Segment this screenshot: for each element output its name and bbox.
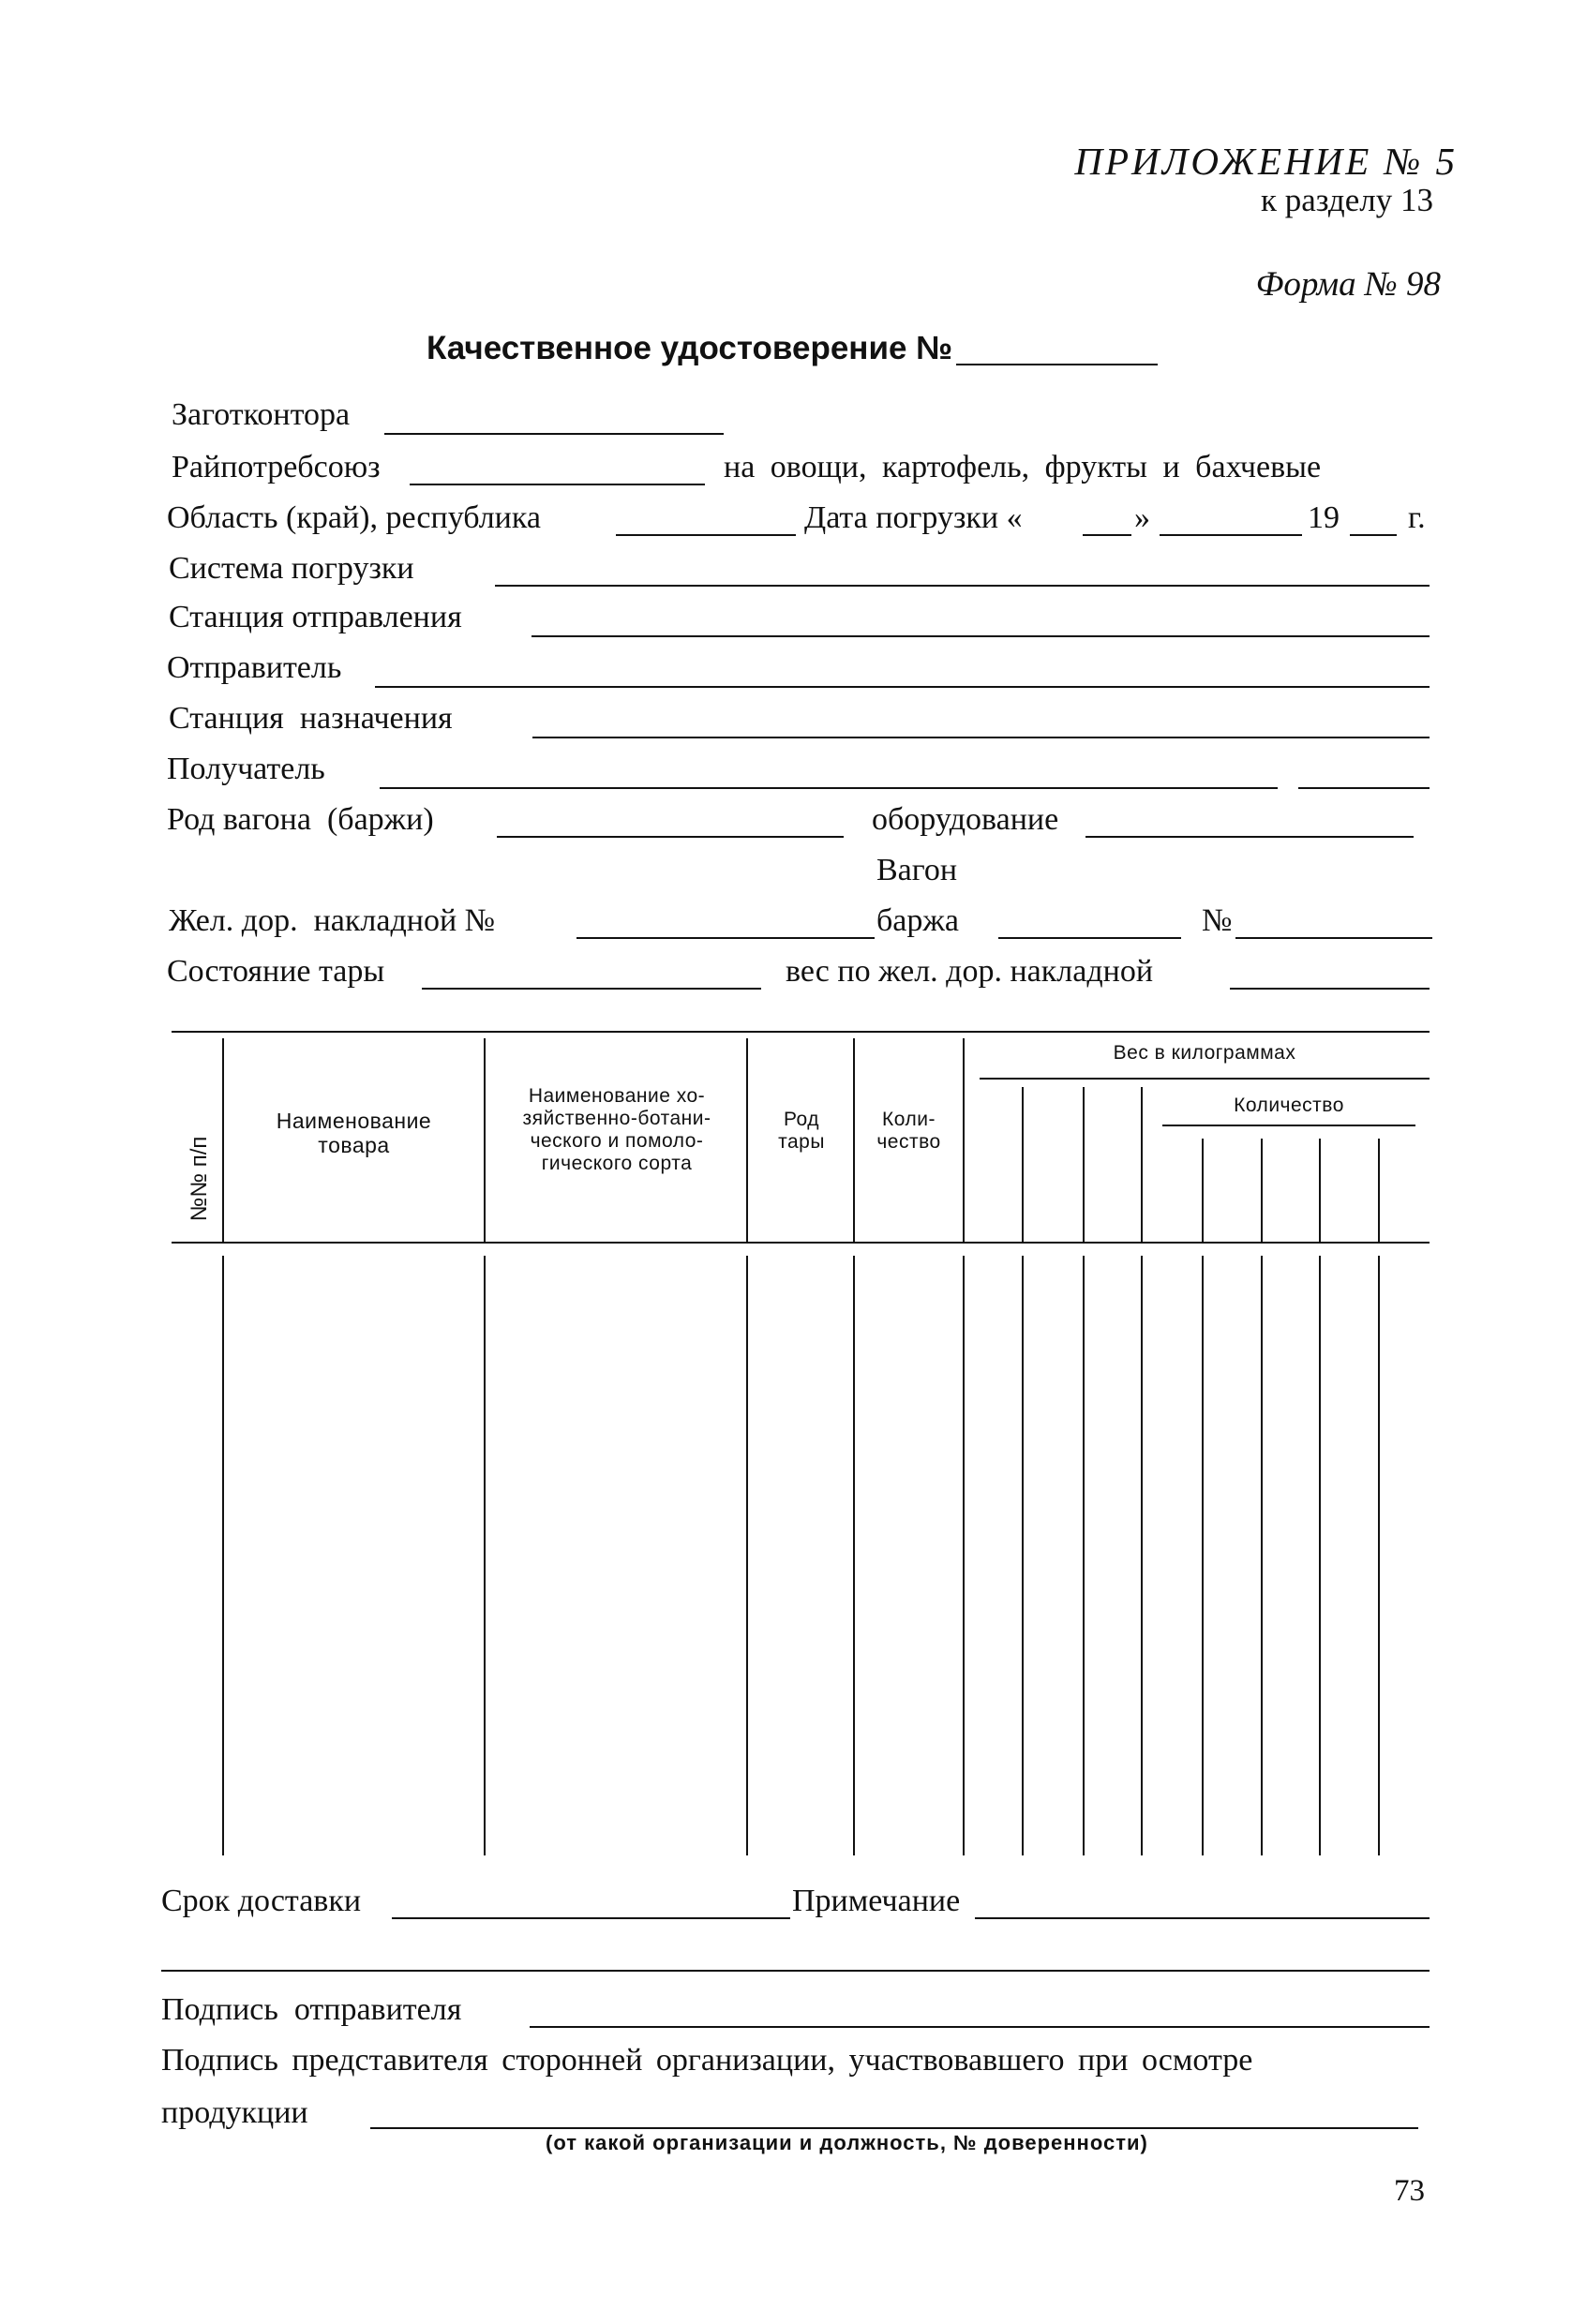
- sender-signature-label: Подпись отправителя: [161, 1992, 462, 2027]
- section-ref: к разделу 13: [1260, 182, 1433, 218]
- col-sort-header: [487, 1085, 746, 1175]
- loading-year-field[interactable]: [1350, 534, 1397, 536]
- col-sort-line: гического сорта: [541, 1153, 693, 1174]
- table-body-col: [1202, 1256, 1204, 1855]
- quantity-subcol: [1261, 1139, 1263, 1242]
- waybill-weight-label: вес по жел. дор. накладной: [786, 954, 1154, 989]
- col-qty-header: [855, 1109, 963, 1154]
- certificate-title: Качественное удостоверение №: [427, 330, 953, 366]
- procurement-office-field[interactable]: [384, 433, 724, 435]
- waybill-weight-field[interactable]: [1230, 988, 1430, 990]
- loading-system-label: Система погрузки: [169, 551, 414, 586]
- district-union-label: Райпотребсоюз: [172, 450, 381, 484]
- loading-date-label: Дата погрузки «: [804, 500, 1023, 535]
- loading-day-field[interactable]: [1083, 534, 1131, 536]
- delivery-term-label: Срок доставки: [161, 1884, 362, 1918]
- col-sort-line: зяйственно-ботани-: [522, 1108, 711, 1129]
- weight-header-line: [980, 1078, 1430, 1080]
- weight-subcol: [1083, 1087, 1085, 1242]
- destination-station-field[interactable]: [532, 737, 1430, 738]
- quantity-header: Количество: [1234, 1095, 1344, 1116]
- waybill-number-field[interactable]: [576, 937, 875, 939]
- third-party-note: (от какой организации и должность, № доверенности): [546, 2131, 1148, 2154]
- wagon-word: Вагон: [876, 853, 958, 887]
- weight-subcol: [1022, 1087, 1024, 1242]
- col-container-line: Род: [783, 1109, 820, 1130]
- procurement-office-label: Заготконтора: [172, 397, 351, 432]
- barge-label: баржа: [876, 903, 959, 938]
- container-state-field[interactable]: [422, 988, 761, 990]
- recipient-field-extra[interactable]: [1298, 787, 1430, 789]
- form-number: Форма № 98: [1255, 265, 1441, 304]
- table-body-col: [1022, 1256, 1024, 1855]
- barge-field[interactable]: [998, 937, 1181, 939]
- container-state-label: Состояние тары: [167, 954, 385, 989]
- table-col-divider: [484, 1038, 486, 1242]
- barge-number-field[interactable]: [1235, 937, 1432, 939]
- col-container-header: [750, 1109, 853, 1154]
- number-sign: №: [1202, 903, 1233, 938]
- year-prefix: 19: [1308, 500, 1340, 535]
- equipment-label: оборудование: [872, 802, 1059, 837]
- table-header-bottom: [172, 1242, 1430, 1244]
- quantity-subcol: [1202, 1139, 1204, 1242]
- district-union-field[interactable]: [410, 484, 705, 485]
- remark-label: Примечание: [792, 1884, 961, 1918]
- col-sort-line: Наименование хо-: [528, 1085, 706, 1107]
- col-sort-line: ческого и помоло-: [530, 1130, 704, 1152]
- wagon-type-field[interactable]: [497, 836, 844, 838]
- quantity-subcol: [1319, 1139, 1321, 1242]
- page-number: 73: [1394, 2174, 1425, 2208]
- sender-signature-field[interactable]: [530, 2026, 1430, 2028]
- departure-station-label: Станция отправления: [169, 600, 462, 634]
- remark-field[interactable]: [975, 1917, 1430, 1919]
- region-field[interactable]: [616, 534, 796, 536]
- weight-header: Вес в килограммах: [1113, 1042, 1296, 1064]
- col-qty-line: Коли-: [882, 1109, 936, 1130]
- destination-station-label: Станция назначения: [169, 701, 453, 736]
- wagon-type-label: Род вагона (баржи): [167, 802, 434, 837]
- table-top-border: [172, 1031, 1430, 1033]
- weight-subcol: [1141, 1087, 1143, 1242]
- region-label: Область (край), республика: [167, 500, 541, 535]
- col-number-header: №№ п/п: [187, 1136, 212, 1222]
- sender-label: Отправитель: [167, 650, 342, 685]
- table-body-col: [484, 1256, 486, 1855]
- quantity-header-line: [1162, 1125, 1415, 1126]
- waybill-label: Жел. дор. накладной №: [169, 903, 496, 938]
- table-body-col: [1083, 1256, 1085, 1855]
- recipient-field[interactable]: [380, 787, 1278, 789]
- certificate-number-field[interactable]: [956, 364, 1158, 365]
- table-body-col: [746, 1256, 748, 1855]
- equipment-field[interactable]: [1085, 836, 1414, 838]
- col-qty-line: чество: [876, 1131, 941, 1153]
- table-body-col: [1378, 1256, 1380, 1855]
- third-party-signature-label-cont: продукции: [161, 2095, 308, 2130]
- table-body-col: [222, 1256, 224, 1855]
- table-body-col: [1141, 1256, 1143, 1855]
- col-name-header: Наименование товара: [276, 1109, 432, 1157]
- appendix-title: ПРИЛОЖЕНИЕ № 5: [1074, 140, 1458, 183]
- quantity-subcol: [1378, 1139, 1380, 1242]
- departure-station-field[interactable]: [531, 635, 1430, 637]
- sender-field[interactable]: [375, 686, 1430, 688]
- remark-field-continued[interactable]: [161, 1970, 1430, 1972]
- table-col-divider: [746, 1038, 748, 1242]
- date-close-quote: »: [1134, 500, 1150, 535]
- table-body-col: [853, 1256, 855, 1855]
- table-col-divider: [963, 1038, 965, 1242]
- table-body-col: [1319, 1256, 1321, 1855]
- table-body-col: [1261, 1256, 1263, 1855]
- delivery-term-field[interactable]: [392, 1917, 790, 1919]
- col-container-line: тары: [778, 1131, 825, 1153]
- table-body-col: [963, 1256, 965, 1855]
- third-party-signature-field[interactable]: [370, 2127, 1418, 2129]
- produce-types-label: на овощи, картофель, фрукты и бахчевые: [724, 450, 1322, 484]
- loading-month-field[interactable]: [1160, 534, 1302, 536]
- recipient-label: Получатель: [167, 752, 325, 786]
- loading-system-field[interactable]: [495, 585, 1430, 587]
- table-col-divider: [222, 1038, 224, 1242]
- third-party-signature-label: Подпись представителя сторонней организации, участвовавшего при осмотре: [161, 2043, 1253, 2078]
- year-suffix: г.: [1408, 500, 1426, 535]
